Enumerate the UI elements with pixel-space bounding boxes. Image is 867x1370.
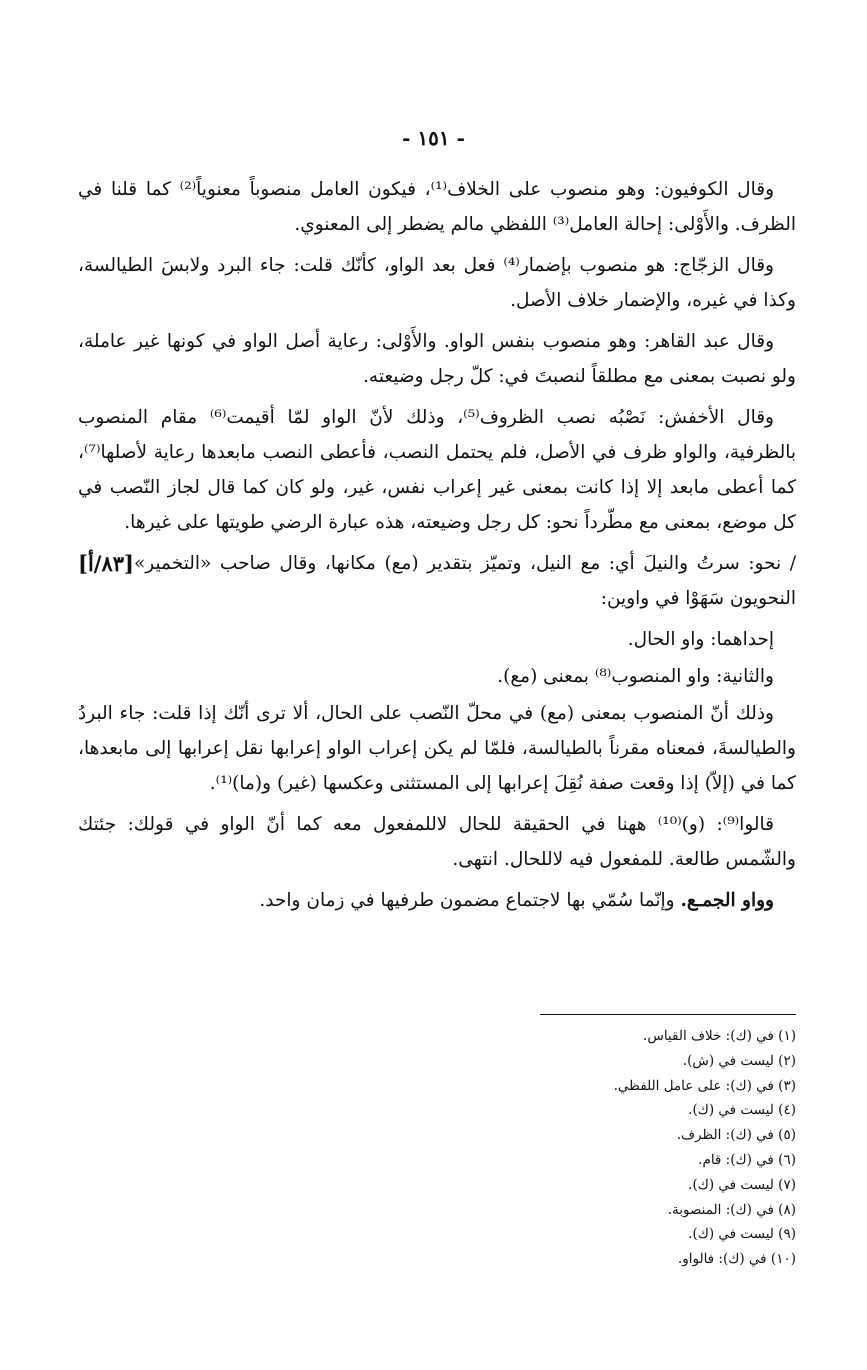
paragraph-example-nile <box>78 546 796 616</box>
footnote-9: (٩) ليست في (ك). <box>688 1226 796 1243</box>
footnote-5: (٥) في (ك): الظرف. <box>676 1127 796 1144</box>
footnote-2: (٢) ليست في (ش). <box>682 1052 796 1069</box>
footnote-3: (٣) في (ك): على عامل اللفظي. <box>613 1077 796 1094</box>
section-heading-text: وإنّما سُمّي بها لاجتماع مضمون طرفيها في زمان واحد. <box>259 890 675 911</box>
footnote-1: (١) في (ك): خلاف القياس. <box>643 1028 796 1044</box>
manuscript-folio-marker: [٨٣/أ] <box>78 551 134 576</box>
paragraph-example-text: / نحو: سرتُ والنيلَ أي: مع النيل، وتميّز بتقدير (مع) مكانها، وقال صاحب «التخمير» النحويون سَهَوْا في واوين: <box>133 553 796 609</box>
footnote-6: (٦) في (ك): قام. <box>698 1151 796 1168</box>
footnote-8: (٨) في (ك): المنصوبة. <box>667 1201 796 1218</box>
section-heading: وواو الجمـع. <box>680 890 774 911</box>
paragraph-akhfash: وقال الأخفش: نَصْبُه نصب الظروف⁽⁵⁾، وذلك لأنّ الواو لمّا أقيمت⁽⁶⁾ مقام المنصوب بالظرفية، والواو ظرف في الأصل، فلم يحتمل النصب، فأعطى النصب مابعدها رعاية لأصلها⁽⁷⁾، كما أعطى مابعد إلا إذا كانت بمعنى غير إعراب نفس، غير، ولو كان كما قال لجاز النّصب في كل موضع، بمعنى مع مطّرداً نحو: كل رجل وضيعته، هذه عبارة الرضي طويتها على غيرها. <box>78 407 796 533</box>
paragraph-explanation: وذلك أنّ المنصوب بمعنى (مع) في محلّ النّصب على الحال، ألا ترى أنّك إذا قلت: جاء البردُ والطيالسةَ، فمعناه مقرناً بالطيالسة، فلمّا لم يكن إعراب الواو إعرابها نقل إعرابها إلى مابعدها، كما في (إلاّ) إذا وقعت صفة نُقِلَ إعرابها إلى المستثنى وعكسها (غير) و(ما)⁽¹⁾. <box>78 703 796 794</box>
footnote-10: (١٠) في (ك): فالواو. <box>677 1251 796 1268</box>
page-number: - ١٥١ - <box>402 126 465 150</box>
list-item-first: إحداهما: واو الحال. <box>627 629 774 650</box>
footnote-4: (٤) ليست في (ك). <box>688 1102 796 1119</box>
paragraph-zajjaj: وقال الزجّاج: هو منصوب بإضمار⁽⁴⁾ فعل بعد الواو، كأنّك قلت: جاء البرد ولابسَ الطيالسة، وكذا في غيره، والإضمار خلاف الأصل. <box>78 255 796 311</box>
footnote-divider <box>540 1014 796 1015</box>
paragraph-waw-al-jam <box>78 883 796 918</box>
main-text <box>78 172 796 924</box>
paragraph-qalu: قالوا⁽⁹⁾: (و)⁽¹⁰⁾ ههنا في الحقيقة للحال لاللمفعول معه كما أنّ الواو في قولك: جئتك والشّمس طالعة. للمفعول فيه لاللحال. انتهى. <box>78 814 796 870</box>
paragraph-kufiyyun: وقال الكوفيون: وهو منصوب على الخلاف⁽¹⁾، فيكون العامل منصوباً معنوياً⁽²⁾ كما قلنا في الظرف. والأَوْلى: إحالة العامل⁽³⁾ اللفظي مالم يضطر إلى المعنوي. <box>78 179 796 235</box>
footnote-7: (٧) ليست في (ك). <box>688 1176 796 1193</box>
footnotes <box>400 1024 796 1272</box>
list-item-second: والثانية: واو المنصوب⁽⁸⁾ بمعنى (مع). <box>497 666 774 687</box>
paragraph-abd-al-qahir: وقال عبد القاهر: وهو منصوب بنفس الواو. والأَوْلى: رعاية أصل الواو في كونها غير عاملة، ولو نصبت بمعنى مع مطلقاً لنصبتَ في: كلّ رجل وضيعته. <box>78 331 796 387</box>
